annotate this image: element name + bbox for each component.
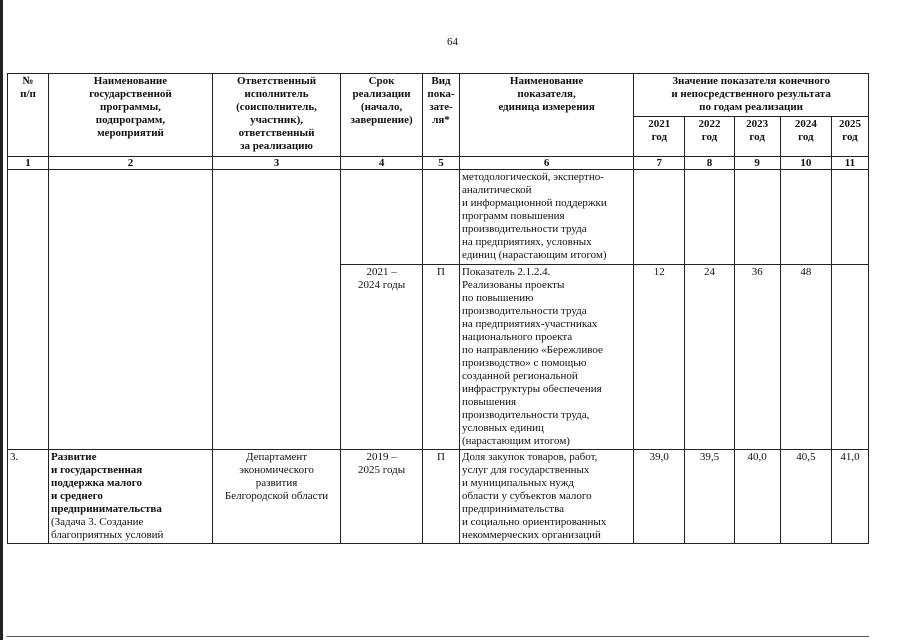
header-no: № п/п (8, 74, 49, 157)
cell-program-name: Развитие и государственная поддержка малого и среднего предпринимательства (Задача 3. Создание благоприятных условий (48, 450, 212, 544)
cell-period (341, 170, 423, 265)
table-row (8, 170, 869, 265)
header-indicator-type: Вид пока- зате- ля* (423, 74, 460, 157)
cell-value-2023: 40,0 (734, 450, 780, 544)
cell-value-2022: 24 (685, 265, 734, 450)
header-period: Срок реализации (начало, завершение) (341, 74, 423, 157)
cell-no: 3. (8, 450, 49, 544)
col-number: 9 (734, 157, 780, 170)
table-row (8, 450, 869, 544)
col-number: 3 (212, 157, 340, 170)
cell-value-2024: 40,5 (780, 450, 831, 544)
cell-value-2025 (831, 265, 868, 450)
col-number: 7 (634, 157, 685, 170)
header-year-2022: 2022 год (685, 117, 734, 157)
col-number: 2 (48, 157, 212, 170)
cell-value-2021: 39,0 (634, 450, 685, 544)
cell-value-2023: 36 (734, 265, 780, 450)
header-values-group: Значение показателя конечного и непосредственного результата по годам реализации (634, 74, 869, 117)
header-year-2021: 2021 год (634, 117, 685, 157)
cell-value-2025: 41,0 (831, 450, 868, 544)
header-program-name: Наименование государственной программы, подпрограмм, мероприятий (48, 74, 212, 157)
scan-edge (0, 0, 3, 640)
col-number: 6 (459, 157, 633, 170)
cell-period: 2021 – 2024 годы (341, 265, 423, 450)
cell-indicator: методологической, экспертно- аналитической и информационной поддержки программ повышения производительности труда на предприятиях, условных единиц (нарастающим итогом) (459, 170, 633, 265)
col-number: 8 (685, 157, 734, 170)
program-table (7, 73, 869, 544)
scan-bottom-rule (7, 636, 869, 637)
cell-value-2021: 12 (634, 265, 685, 450)
cell-executor: Департамент экономического развития Белгородской области (212, 450, 340, 544)
cell-value (780, 170, 831, 265)
cell-program-name (48, 170, 212, 450)
col-number: 4 (341, 157, 423, 170)
page-number: 64 (447, 36, 458, 48)
cell-no (8, 170, 49, 450)
cell-value (634, 170, 685, 265)
cell-value-2022: 39,5 (685, 450, 734, 544)
cell-type: П (423, 450, 460, 544)
cell-executor (212, 170, 340, 450)
header-year-2025: 2025 год (831, 117, 868, 157)
col-number: 5 (423, 157, 460, 170)
cell-indicator: Доля закупок товаров, работ, услуг для государственных и муниципальных нужд области у субъектов малого предпринимательства и социально ориентированных некоммерческих организаций (459, 450, 633, 544)
header-year-2024: 2024 год (780, 117, 831, 157)
cell-value-2024: 48 (780, 265, 831, 450)
col-number: 10 (780, 157, 831, 170)
cell-indicator: Показатель 2.1.2.4. Реализованы проекты по повышению производительности труда на предприятиях-участниках национального проекта по направлению «Бережливое производство» с помощью созданной региональной инфраструктуры обеспечения повышения производительности труда, условных единиц (нарастающим итогом) (459, 265, 633, 450)
header-executor: Ответственный исполнитель (соисполнитель, участник), ответственный за реализацию (212, 74, 340, 157)
cell-value (831, 170, 868, 265)
col-number: 11 (831, 157, 868, 170)
cell-value (685, 170, 734, 265)
cell-type (423, 170, 460, 265)
header-indicator-name: Наименование показателя, единица измерения (459, 74, 633, 157)
cell-period: 2019 – 2025 годы (341, 450, 423, 544)
col-number: 1 (8, 157, 49, 170)
cell-value (734, 170, 780, 265)
header-year-2023: 2023 год (734, 117, 780, 157)
cell-type: П (423, 265, 460, 450)
